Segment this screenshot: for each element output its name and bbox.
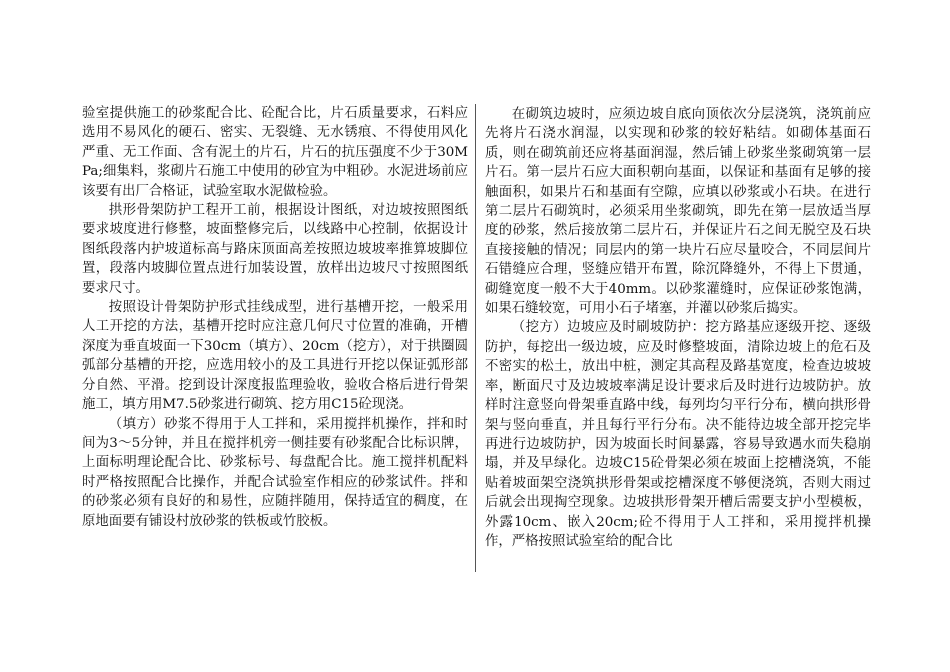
left-paragraph-1: 验室提供施工的砂浆配合比、砼配合比，片石质量要求，石料应选用不易风化的硬石、密实、无裂缝、无水锈痕、不得使用风化严重、无工作面、含有泥土的片石，片石的抗压强度不少于30MPa;细集料，浆砌片石施工中使用的砂宜为中粗砂。水泥进场前应该要有出厂合格证，试验室取水泥做检验。 bbox=[82, 106, 468, 199]
right-paragraph-2: （挖方）边坡应及时刷坡防护：挖方路基应逐级开挖、逐级防护，每挖出一级边坡，应及时修整坡面，清除边坡上的危石及不密实的松土，放出中桩，测定其高程及路基宽度，检查边坡坡率，断面尺寸及边坡坡率满足设计要求后及时进行边坡防护。放样时注意竖向骨架垂直路中线，每列均匀平行分布，横向拱形骨架与竖向垂直，并且每行平行分布。决不能待边坡全部开挖完毕再进行边坡防护，因为坡面长时间暴露，容易导致遇水而失稳崩塌，并及早绿化。边坡C15砼骨架必须在坡面上挖槽浇筑，不能贴着坡面架空浇筑拱形骨架或挖槽深度不够便浇筑，否则大雨过后就会出现掏空现象。边坡拱形骨架开槽后需要支护小型模板，外露10cm、嵌入20cm;砼不得用于人工拌和，采用搅拌机操作，严格按照试验室给的配合比 bbox=[485, 320, 871, 549]
left-text-column bbox=[82, 104, 468, 531]
left-paragraph-3: 按照设计骨架防护形式挂线成型，进行基槽开挖，一般采用人工开挖的方法，基槽开挖时应注意几何尺寸位置的准确，开槽深度为垂直坡面一下30cm（填方）、20cm（挖方），对于拱圈圆弧部分基槽的开挖，应选用较小的及工具进行开挖以保证弧形部分自然、平滑。挖到设计深度报监理验收，验收合格后进行骨架施工，填方用M7.5砂浆进行砌筑、挖方用C15砼现浇。 bbox=[82, 300, 468, 413]
right-paragraph-1: 在砌筑边坡时，应须边坡自底向顶依次分层浇筑，浇筑前应先将片石浇水润湿，以实现和砂浆的较好粘结。如砌体基面石质，则在砌筑前还应将基面润湿，然后铺上砂浆坐浆砌筑第一层片石。第一层片石应大面积朝向基面，以保证和基面有足够的接触面积，如果片石和基面有空隙，应填以砂浆或小石块。在进行第二层片石砌筑时，必须采用坐浆砌筑，即先在第一层放适当厚度的砂浆，然后接放第二层片石，并保证片石之间无脱空及石块直接接触的情况；同层内的第一块片石应尽量咬合，不同层间片石错缝应合理，竖缝应错开布置，除沉降缝外，不得上下贯通，砌缝宽度一般不大于40mm。以砂浆灌缝时，应保证砂浆饱满，如果石缝较宽，可用小石子堵塞，并灌以砂浆后捣实。 bbox=[485, 107, 871, 317]
left-paragraph-2: 拱形骨架防护工程开工前，根据设计图纸，对边坡按照图纸要求坡度进行修整，坡面整修完后，以线路中心控制，依据设计图纸段落内护坡道标高与路床顶面高差按照边坡坡率推算坡脚位置，段落内坡脚位置点进行加装设置，放样出边坡尺寸按照图纸要求尺寸。 bbox=[82, 203, 468, 296]
left-paragraph-4: （填方）砂浆不得用于人工拌和，采用搅拌机操作，拌和时间为3～5分钟，并且在搅拌机旁一侧挂要有砂浆配合比标识牌，上面标明理论配合比、砂浆标号、每盘配合比。施工搅拌机配料时严格按照配合比操作，并配合试验室作相应的砂浆试件。拌和的砂浆必须有良好的和易性，应随拌随用，保持适宜的稠度，在原地面要有铺设村放砂浆的铁板或竹胶板。 bbox=[82, 416, 468, 529]
right-text-column bbox=[485, 104, 871, 551]
column-divider bbox=[475, 104, 476, 572]
